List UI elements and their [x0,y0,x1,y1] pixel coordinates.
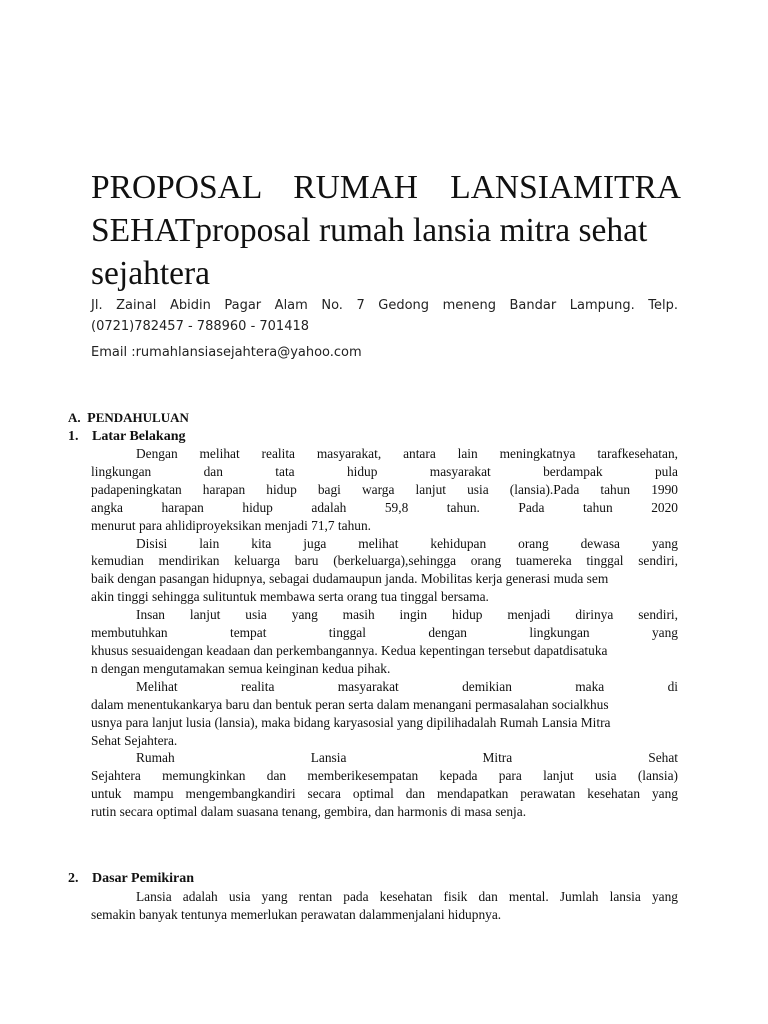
section-marker: A. [68,410,81,425]
text-line: membutuhkan tempat tinggal dengan lingkungan yang [91,625,678,641]
subheading-number: 1. [68,429,79,444]
text-line: semakin banyak tentunya memerlukan perawatan dalammenjalani hidupnya. [91,906,502,922]
subheading-number: 2. [68,871,79,886]
text-line: n dengan mengutamakan semua keinginan kedua pihak. [91,660,391,676]
text-line: Disisi lain kita juga melihat kehidupan orang dewasa yang [136,535,678,551]
text-line: rutin secara optimal dalam suasana tenang, gembira, dan harmonis di masa senja. [91,804,527,820]
text-line: lingkungan dan tata hidup masyarakat berdampak pula [91,463,678,479]
text-line: Dengan melihat realita masyarakat, antara lain meningkatnya tarafkesehatan, [136,446,678,461]
subheading-dasar-pemikiran [68,870,194,887]
title-line-1: PROPOSAL RUMAH LANSIAMITRA [91,169,681,206]
email-line: Email :rumahlansiasejahtera@yahoo.com [91,345,362,360]
document-title [91,166,681,295]
latar-belakang-body [91,445,678,821]
section-first-letter: P [87,411,96,426]
text-line: khusus sesuaidengan keadaan dan perkembangannya. Kedua kepentingan tersebut dapatdisatuka [91,642,608,658]
text-line: menurut para ahlidiproyeksikan menjadi 71,7 tahun. [91,517,372,533]
text-line: Rumah Lansia Mitra Sehat [136,750,678,766]
title-line-2: SEHATproposal rumah lansia mitra sehat [91,212,648,249]
text-line: Insan lanjut usia yang masih ingin hidup menjadi dirinya sendiri, [136,607,678,623]
address-block [91,295,678,337]
text-line: akin tinggi sehingga sulituntuk membawa serta orang tua tinggal bersama. [91,589,489,605]
text-line: Melihat realita masyarakat demikian maka di [136,678,678,694]
text-line: dalam menentukankarya baru dan bentuk peran serta dalam menangani permasalahan socialkhus [91,696,609,712]
subheading-latar-belakang [68,428,185,445]
address-line-2: (0721)782457 - 788960 - 701418 [91,319,310,334]
text-line: baik dengan pasangan hidupnya, sebagai dudamaupun janda. Mobilitas kerja generasi muda sem [91,571,609,587]
text-line: Sejahtera memungkinkan dan memberikesempatan kepada para lanjut usia (lansia) [91,768,678,784]
text-line: Lansia adalah usia yang rentan pada kesehatan fisik dan mental. Jumlah lansia yang [136,889,678,904]
text-line: Sehat Sejahtera. [91,732,178,748]
text-line: untuk mampu mengembangkandiri secara optimal dan mendapatkan perawatan kesehatan yang [91,786,678,802]
subheading-label: Latar Belakang [92,429,186,444]
address-line-1: Jl. Zainal Abidin Pagar Alam No. 7 Gedong meneng Bandar Lampung. Telp. [91,298,678,313]
section-heading-pendahuluan [68,410,189,427]
dasar-pemikiran-body [91,888,678,924]
title-line-3: sejahtera [91,255,211,292]
text-line: padapeningkatan harapan hidup bagi warga lanjut usia (lansia).Pada tahun 1990 [91,481,678,497]
subheading-label: Dasar Pemikiran [92,871,195,886]
text-line: usnya para lanjut lusia (lansia), maka bidang karyasosial yang dipilihadalah Rumah Lansia Mitra [91,714,611,730]
section-title-rest: ENDAHULUAN [95,410,189,425]
text-line: kemudian mendirikan keluarga baru (berkeluarga),sehingga orang tuamereka tinggal sendiri, [91,553,678,569]
text-line: angka harapan hidup adalah 59,8 tahun. Pada tahun 2020 [91,499,678,515]
